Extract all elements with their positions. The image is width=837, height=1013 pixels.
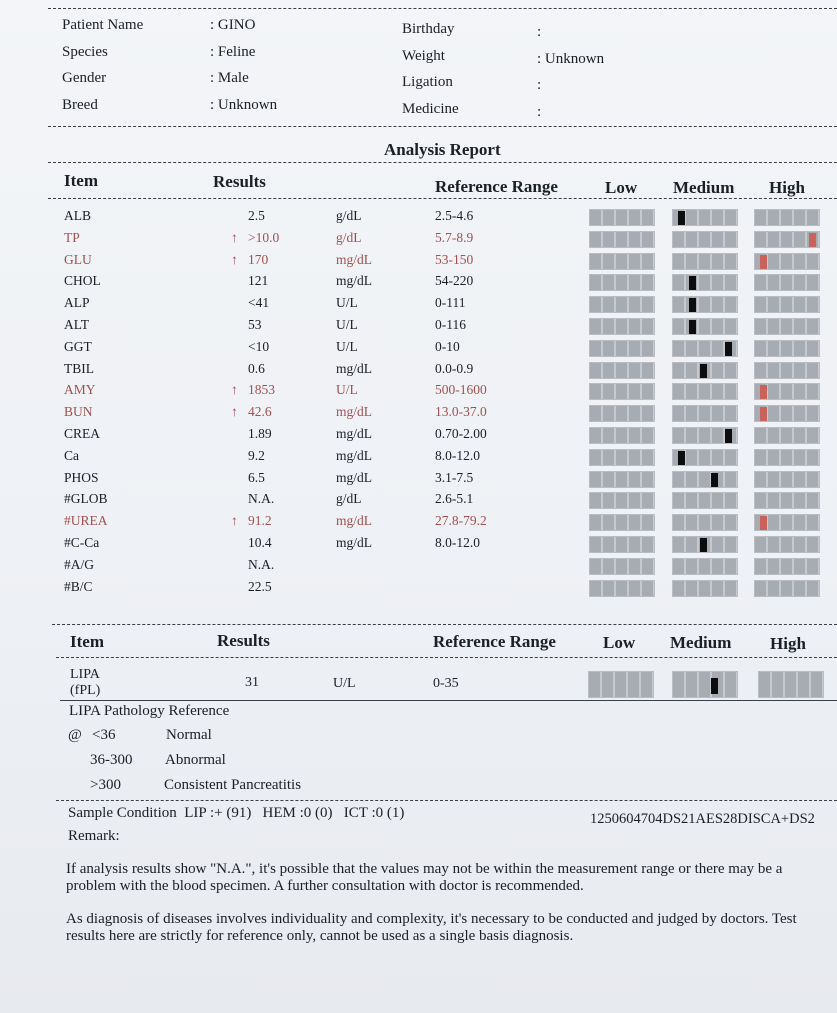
row-ref: 0-116 <box>435 317 466 332</box>
row-item: TP <box>64 229 80 245</box>
row-item: #UREA <box>64 513 108 529</box>
pathology-meaning-3: Consistent Pancreatitis <box>164 777 302 793</box>
col-low: Low <box>605 178 638 197</box>
row-ref: 13.0-37.0 <box>435 404 487 420</box>
weight-label: Weight <box>402 48 445 64</box>
row-item: ALB <box>64 208 91 223</box>
row-ref: 8.0-12.0 <box>435 535 480 550</box>
row-unit: g/dL <box>336 229 362 245</box>
result-marker <box>760 255 767 269</box>
pathology-range-2: 36-300 <box>90 752 133 768</box>
sample-divider <box>56 800 837 801</box>
row-unit: U/L <box>336 382 358 398</box>
range-bar-medium <box>672 253 738 270</box>
range-bar-low <box>589 340 655 357</box>
row-ref: 8.0-12.0 <box>435 447 480 463</box>
range-bar-high <box>754 362 820 379</box>
range-bar-medium <box>672 514 738 531</box>
table-row <box>0 491 837 512</box>
table-row <box>0 382 837 403</box>
lipa-row-divider <box>60 700 837 701</box>
row-result: 0.6 <box>248 360 265 376</box>
row-unit: mg/dL <box>336 273 372 289</box>
pathology-range-3: >300 <box>90 777 121 793</box>
lipa-item-line2: (fPL) <box>70 683 101 698</box>
row-unit: g/dL <box>336 208 362 223</box>
row-unit: mg/dL <box>336 535 372 550</box>
row-ref: 53-150 <box>435 251 474 267</box>
row-item: ALP <box>64 295 90 311</box>
table-row <box>0 579 837 600</box>
range-bar-low <box>589 449 655 466</box>
title-divider <box>48 162 837 163</box>
remark-label: Remark: <box>68 828 120 844</box>
sample-condition: Sample Condition LIP :+ (91) HEM :0 (0) ICT :0 (1) <box>68 805 405 821</box>
result-marker <box>700 538 707 552</box>
table-row <box>0 208 837 229</box>
range-bar-medium <box>672 296 738 313</box>
patient-divider <box>48 126 837 127</box>
table-row <box>0 535 837 556</box>
range-bar-medium <box>672 471 738 488</box>
birthday-label: Birthday <box>402 21 455 37</box>
row-item: TBIL <box>64 360 94 376</box>
range-bar-medium <box>672 492 738 509</box>
range-bar-high <box>754 253 820 270</box>
range-bar-high <box>754 405 820 422</box>
row-flag: ↑ <box>231 251 238 267</box>
medicine-value: : <box>537 104 542 120</box>
pathology-meaning-2: Abnormal <box>165 752 226 768</box>
range-bar-low <box>589 471 655 488</box>
col2-item: Item <box>70 632 104 651</box>
range-bar-high <box>754 274 820 291</box>
pathology-marker: @ <box>68 727 82 743</box>
gender-label: Gender <box>62 70 107 86</box>
range-bar-medium <box>672 536 738 553</box>
range-bar-low <box>589 362 655 379</box>
row-item: PHOS <box>64 469 99 485</box>
range-bar-low <box>589 383 655 400</box>
table-row <box>0 513 837 534</box>
row-ref: 27.8-79.2 <box>435 513 487 529</box>
result-marker <box>760 385 767 399</box>
table-row <box>0 404 837 425</box>
range-bar-high <box>754 514 820 531</box>
range-bar-low <box>589 492 655 509</box>
col-medium: Medium <box>673 178 735 197</box>
range-bar-high <box>754 471 820 488</box>
col2-high: High <box>770 634 806 653</box>
row-result: 10.4 <box>248 535 272 550</box>
range-bar-high <box>754 231 820 248</box>
row-item: GGT <box>64 338 92 354</box>
col2-results: Results <box>217 631 270 650</box>
row-ref: 3.1-7.5 <box>435 469 474 485</box>
row-unit: U/L <box>336 317 358 332</box>
range-bar-low <box>589 536 655 553</box>
range-bar-high <box>754 427 820 444</box>
table-row <box>0 230 837 251</box>
top-divider <box>48 8 837 9</box>
row-item: BUN <box>64 404 93 420</box>
row-item: #B/C <box>64 578 93 594</box>
row-ref: 2.6-5.1 <box>435 491 474 507</box>
result-marker <box>678 211 685 225</box>
row-result: 22.5 <box>248 578 272 594</box>
lipa-bar-low <box>588 671 654 698</box>
medicine-label: Medicine <box>402 101 459 117</box>
range-bar-medium <box>672 580 738 597</box>
table-row <box>0 426 837 447</box>
range-bar-medium <box>672 274 738 291</box>
row-flag: ↑ <box>231 382 238 398</box>
row-result: 6.5 <box>248 469 265 485</box>
result-marker <box>809 233 816 247</box>
col-results: Results <box>213 172 266 191</box>
row-unit: U/L <box>336 295 358 311</box>
table-row <box>0 448 837 469</box>
range-bar-low <box>589 231 655 248</box>
row-unit: mg/dL <box>336 426 372 441</box>
row-ref: 0.0-0.9 <box>435 360 474 376</box>
header-divider <box>48 198 837 199</box>
range-bar-high <box>754 209 820 226</box>
row-flag: ↑ <box>231 513 238 529</box>
col-item: Item <box>64 171 98 190</box>
table-row <box>0 557 837 578</box>
table-row <box>0 252 837 273</box>
weight-value: : Unknown <box>537 51 605 67</box>
species-value: : Feline <box>210 44 256 60</box>
row-item: #A/G <box>64 556 94 572</box>
range-bar-medium <box>672 383 738 400</box>
pathology-meaning-1: Normal <box>166 727 212 743</box>
gender-value: : Male <box>210 70 249 86</box>
table-row <box>0 470 837 491</box>
col2-reference: Reference Range <box>433 632 556 651</box>
report-title: Analysis Report <box>384 140 501 159</box>
pathology-title: LIPA Pathology Reference <box>69 703 230 719</box>
row-result: 53 <box>248 317 262 332</box>
row-item: CHOL <box>64 273 101 289</box>
table-row <box>0 273 837 294</box>
result-marker <box>689 298 696 312</box>
table-row <box>0 295 837 316</box>
table-row <box>0 361 837 382</box>
patient-name-label: Patient Name <box>62 17 144 33</box>
table-end-divider <box>52 624 837 625</box>
range-bar-low <box>589 427 655 444</box>
row-item: GLU <box>64 251 92 267</box>
row-ref: 2.5-4.6 <box>435 208 474 223</box>
row-ref: 54-220 <box>435 273 474 289</box>
patient-name-value: : GINO <box>210 17 256 33</box>
result-marker <box>725 429 732 443</box>
breed-value: : Unknown <box>210 97 278 113</box>
range-bar-medium <box>672 427 738 444</box>
table-row <box>0 317 837 338</box>
row-result: >10.0 <box>248 229 280 245</box>
lipa-bar-high <box>758 671 824 698</box>
range-bar-medium <box>672 231 738 248</box>
range-bar-low <box>589 209 655 226</box>
col2-low: Low <box>603 633 636 652</box>
row-result: <41 <box>248 295 270 311</box>
range-bar-low <box>589 580 655 597</box>
row-ref: 0.70-2.00 <box>435 426 487 441</box>
row-result: <10 <box>248 338 270 354</box>
range-bar-high <box>754 340 820 357</box>
result-marker <box>725 342 732 356</box>
lipa-bar-medium <box>672 671 738 698</box>
row-result: N.A. <box>248 556 275 572</box>
ligation-value: : <box>537 77 542 93</box>
row-result: N.A. <box>248 491 275 507</box>
result-marker <box>689 320 696 334</box>
row-unit: mg/dL <box>336 404 372 420</box>
pathology-range-1: <36 <box>92 727 116 743</box>
result-marker <box>711 473 718 487</box>
row-flag: ↑ <box>231 404 238 420</box>
row-item: Ca <box>64 447 79 463</box>
result-marker <box>700 364 707 378</box>
remark-paragraph-1: If analysis results show "N.A.", it's possible that the values may not be within the measurement range or there may be a problem with the blood specimen. A further consultation with doctor is recommended. <box>66 861 783 894</box>
row-result: 42.6 <box>248 404 272 420</box>
row-result: 2.5 <box>248 208 265 223</box>
range-bar-low <box>589 296 655 313</box>
range-bar-high <box>754 383 820 400</box>
range-bar-low <box>589 318 655 335</box>
col-reference: Reference Range <box>435 177 558 196</box>
row-flag: ↑ <box>231 229 238 245</box>
birthday-value: : <box>537 24 542 40</box>
row-ref: 0-10 <box>435 338 460 354</box>
ligation-label: Ligation <box>402 74 453 90</box>
range-bar-medium <box>672 318 738 335</box>
row-unit: mg/dL <box>336 513 372 529</box>
range-bar-high <box>754 558 820 575</box>
table-row <box>0 339 837 360</box>
col-high: High <box>769 178 805 197</box>
lipa-item-line1: LIPA <box>70 667 100 682</box>
lipa-ref: 0-35 <box>433 676 459 691</box>
row-result: 1853 <box>248 382 275 398</box>
species-label: Species <box>62 44 108 60</box>
remark-paragraph-2: As diagnosis of diseases involves individuality and complexity, it's necessary to be conducted and judged by doctors. Test results here are strictly for reference only, cannot be used as a single basis diagnosis. <box>66 911 797 944</box>
lipa-result-marker <box>711 678 718 694</box>
range-bar-high <box>754 536 820 553</box>
range-bar-low <box>589 558 655 575</box>
row-unit: mg/dL <box>336 251 372 267</box>
lipa-result: 31 <box>245 675 259 690</box>
row-ref: 5.7-8.9 <box>435 229 474 245</box>
lipa-header-divider <box>56 657 837 658</box>
row-result: 91.2 <box>248 513 272 529</box>
row-result: 121 <box>248 273 269 289</box>
range-bar-medium <box>672 449 738 466</box>
range-bar-medium <box>672 209 738 226</box>
row-unit: mg/dL <box>336 447 372 463</box>
range-bar-high <box>754 492 820 509</box>
row-ref: 0-111 <box>435 295 466 311</box>
row-item: #GLOB <box>64 491 108 507</box>
range-bar-high <box>754 580 820 597</box>
range-bar-low <box>589 274 655 291</box>
row-unit: U/L <box>336 338 358 354</box>
range-bar-high <box>754 318 820 335</box>
result-marker <box>760 407 767 421</box>
range-bar-low <box>589 514 655 531</box>
range-bar-medium <box>672 558 738 575</box>
range-bar-high <box>754 449 820 466</box>
row-unit: g/dL <box>336 491 362 507</box>
row-result: 9.2 <box>248 447 265 463</box>
range-bar-medium <box>672 405 738 422</box>
result-marker <box>760 516 767 530</box>
row-item: AMY <box>64 382 96 398</box>
row-result: 1.89 <box>248 426 272 441</box>
row-item: CREA <box>64 426 101 441</box>
range-bar-medium <box>672 362 738 379</box>
row-result: 170 <box>248 251 269 267</box>
row-unit: mg/dL <box>336 360 372 376</box>
range-bar-medium <box>672 340 738 357</box>
row-item: #C-Ca <box>64 535 100 550</box>
range-bar-high <box>754 296 820 313</box>
range-bar-low <box>589 253 655 270</box>
breed-label: Breed <box>62 97 98 113</box>
row-unit: mg/dL <box>336 469 372 485</box>
row-item: ALT <box>64 317 90 332</box>
serial-number: 1250604704DS21AES28DISCA+DS2 <box>590 811 815 827</box>
col2-medium: Medium <box>670 633 732 652</box>
lipa-unit: U/L <box>333 676 356 691</box>
result-marker <box>689 276 696 290</box>
result-marker <box>678 451 685 465</box>
row-ref: 500-1600 <box>435 382 487 398</box>
range-bar-low <box>589 405 655 422</box>
